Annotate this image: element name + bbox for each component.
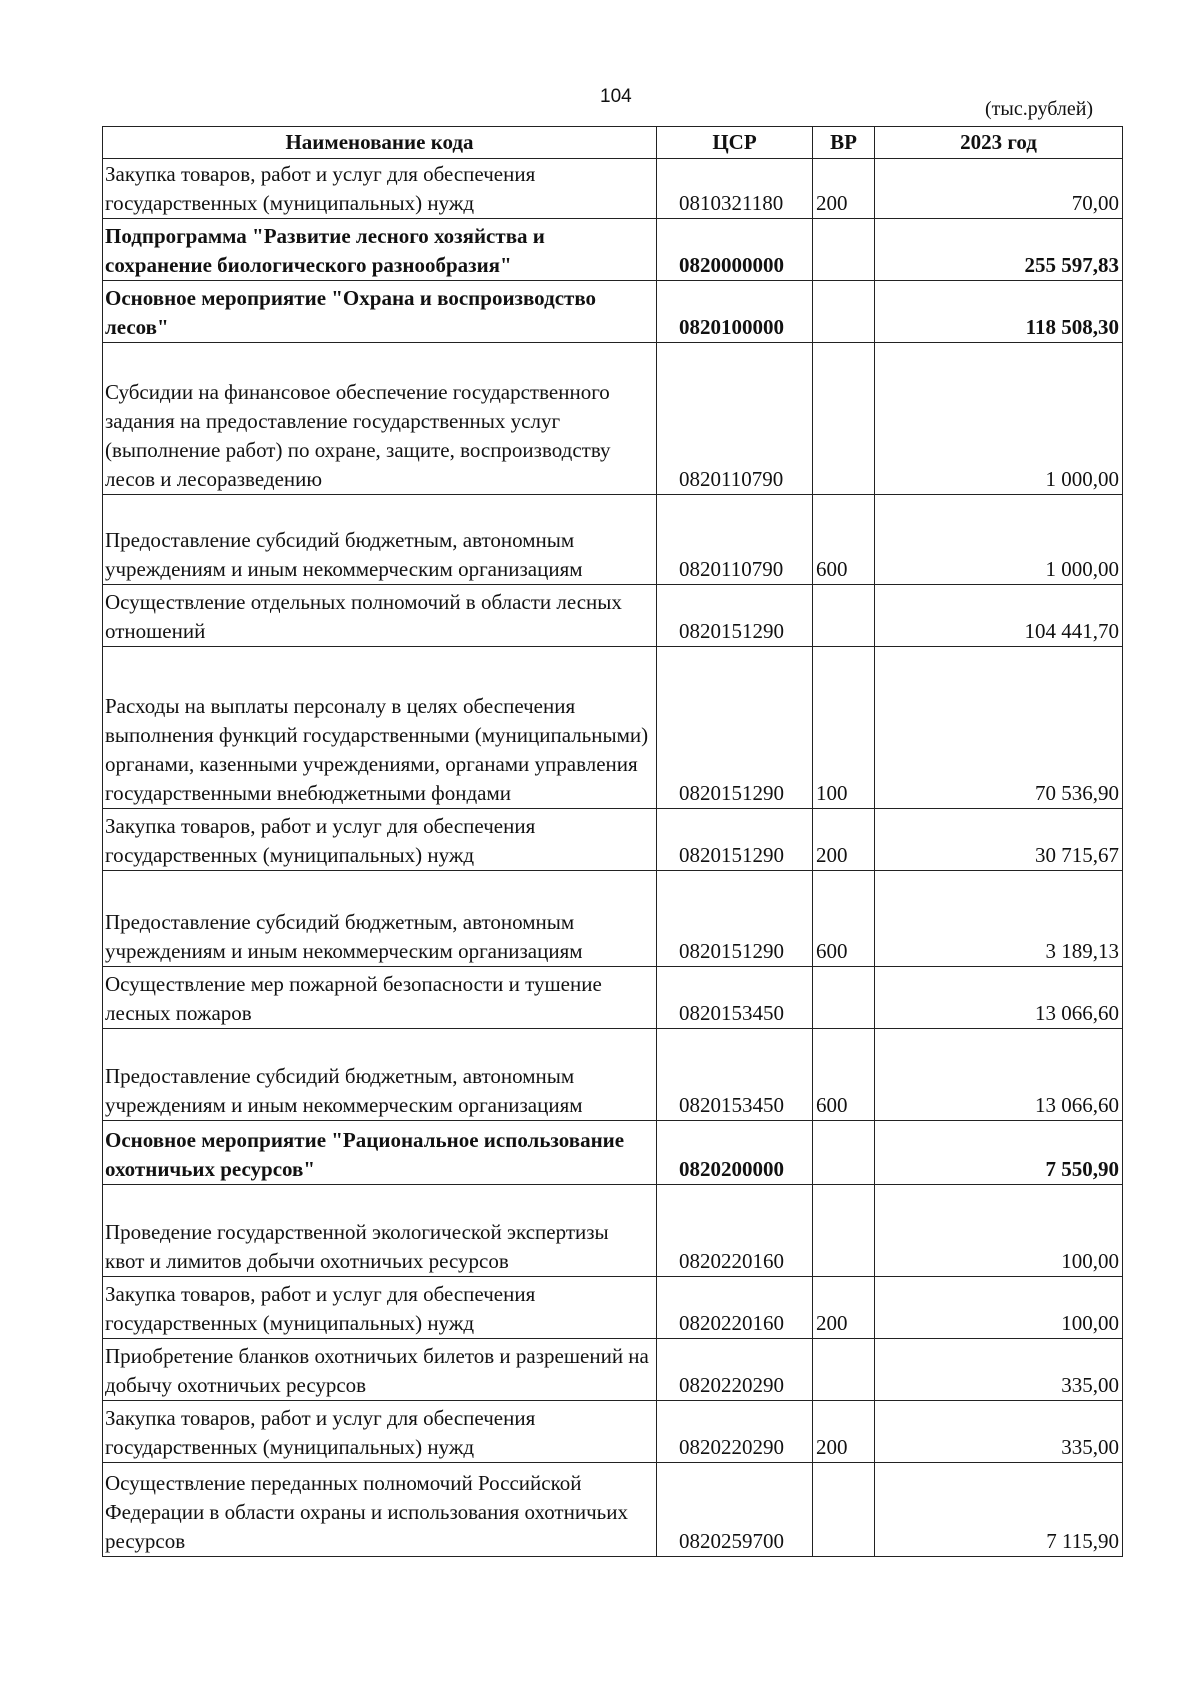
- row-csr: 0820100000: [657, 281, 813, 343]
- row-name: Предоставление субсидий бюджетным, автономным учреждениям и иным некоммерческим организациям: [103, 871, 657, 967]
- row-vr: 200: [813, 809, 875, 871]
- row-vr: [813, 281, 875, 343]
- column-header-year: 2023 год: [875, 127, 1123, 159]
- table-row: [103, 1339, 1123, 1401]
- table-row: [103, 967, 1123, 1029]
- row-name: Проведение государственной экологической экспертизы квот и лимитов добычи охотничьих ресурсов: [103, 1185, 657, 1277]
- page-number: 104: [600, 86, 632, 107]
- row-csr: 0820151290: [657, 647, 813, 809]
- row-name: Подпрограмма "Развитие лесного хозяйства и сохранение биологического разнообразия": [103, 219, 657, 281]
- row-csr: 0820151290: [657, 871, 813, 967]
- row-name: Закупка товаров, работ и услуг для обеспечения государственных (муниципальных) нужд: [103, 1277, 657, 1339]
- row-amount: 13 066,60: [875, 1029, 1123, 1121]
- table-row: [103, 1185, 1123, 1277]
- row-name: Предоставление субсидий бюджетным, автономным учреждениям и иным некоммерческим организациям: [103, 495, 657, 585]
- column-header-vr: ВР: [813, 127, 875, 159]
- table-row: [103, 495, 1123, 585]
- row-vr: 200: [813, 1277, 875, 1339]
- row-amount: 70,00: [875, 159, 1123, 219]
- row-name: Субсидии на финансовое обеспечение государственного задания на предоставление государственных услуг (выполнение работ) по охране, защите, воспроизводству лесов и лесоразведению: [103, 343, 657, 495]
- row-csr: 0820220160: [657, 1185, 813, 1277]
- row-csr: 0820000000: [657, 219, 813, 281]
- table-row: [103, 343, 1123, 495]
- row-csr: 0820220290: [657, 1401, 813, 1463]
- row-amount: 7 115,90: [875, 1463, 1123, 1557]
- row-csr: 0810321180: [657, 159, 813, 219]
- row-vr: 100: [813, 647, 875, 809]
- table-header-row: [103, 127, 1123, 159]
- row-vr: [813, 967, 875, 1029]
- row-name: Основное мероприятие "Охрана и воспроизводство лесов": [103, 281, 657, 343]
- row-name: Расходы на выплаты персоналу в целях обеспечения выполнения функций государственными (муниципальными) органами, казенными учреждениями, органами управления государственными внебюджетными фондами: [103, 647, 657, 809]
- row-vr: [813, 1339, 875, 1401]
- row-csr: 0820151290: [657, 809, 813, 871]
- column-header-name: Наименование кода: [103, 127, 657, 159]
- table-row: [103, 159, 1123, 219]
- row-amount: 104 441,70: [875, 585, 1123, 647]
- row-amount: 335,00: [875, 1339, 1123, 1401]
- row-vr: [813, 343, 875, 495]
- row-name: Основное мероприятие "Рациональное использование охотничьих ресурсов": [103, 1121, 657, 1185]
- row-vr: 600: [813, 495, 875, 585]
- units-label: (тыс.рублей): [985, 98, 1094, 120]
- row-name: Осуществление переданных полномочий Российской Федерации в области охраны и использования охотничьих ресурсов: [103, 1463, 657, 1557]
- row-amount: 255 597,83: [875, 219, 1123, 281]
- table-row: [103, 809, 1123, 871]
- row-vr: [813, 1121, 875, 1185]
- row-name: Закупка товаров, работ и услуг для обеспечения государственных (муниципальных) нужд: [103, 1401, 657, 1463]
- budget-table: [102, 126, 1123, 1557]
- row-amount: 30 715,67: [875, 809, 1123, 871]
- column-header-csr: ЦСР: [657, 127, 813, 159]
- row-vr: [813, 1463, 875, 1557]
- row-amount: 1 000,00: [875, 495, 1123, 585]
- row-csr: 0820220160: [657, 1277, 813, 1339]
- table-row: [103, 1277, 1123, 1339]
- table-row: [103, 585, 1123, 647]
- table-row-subprogram: [103, 219, 1123, 281]
- row-name: Приобретение бланков охотничьих билетов и разрешений на добычу охотничьих ресурсов: [103, 1339, 657, 1401]
- row-vr: 600: [813, 1029, 875, 1121]
- table-row-main-activity: [103, 281, 1123, 343]
- row-amount: 100,00: [875, 1277, 1123, 1339]
- row-amount: 335,00: [875, 1401, 1123, 1463]
- row-vr: 200: [813, 159, 875, 219]
- row-csr: 0820200000: [657, 1121, 813, 1185]
- row-csr: 0820153450: [657, 1029, 813, 1121]
- table-row: [103, 1463, 1123, 1557]
- table-row: [103, 1401, 1123, 1463]
- row-amount: 1 000,00: [875, 343, 1123, 495]
- row-csr: 0820259700: [657, 1463, 813, 1557]
- row-name: Осуществление мер пожарной безопасности и тушение лесных пожаров: [103, 967, 657, 1029]
- row-name: Предоставление субсидий бюджетным, автономным учреждениям и иным некоммерческим организациям: [103, 1029, 657, 1121]
- row-amount: 7 550,90: [875, 1121, 1123, 1185]
- table-row-main-activity: [103, 1121, 1123, 1185]
- row-csr: 0820151290: [657, 585, 813, 647]
- row-amount: 118 508,30: [875, 281, 1123, 343]
- row-csr: 0820153450: [657, 967, 813, 1029]
- row-vr: [813, 585, 875, 647]
- row-amount: 100,00: [875, 1185, 1123, 1277]
- row-name: Осуществление отдельных полномочий в области лесных отношений: [103, 585, 657, 647]
- row-amount: 13 066,60: [875, 967, 1123, 1029]
- row-vr: [813, 1185, 875, 1277]
- row-vr: 600: [813, 871, 875, 967]
- row-vr: [813, 219, 875, 281]
- row-csr: 0820110790: [657, 495, 813, 585]
- table-row: [103, 647, 1123, 809]
- row-vr: 200: [813, 1401, 875, 1463]
- row-name: Закупка товаров, работ и услуг для обеспечения государственных (муниципальных) нужд: [103, 809, 657, 871]
- row-csr: 0820220290: [657, 1339, 813, 1401]
- row-amount: 70 536,90: [875, 647, 1123, 809]
- table-row: [103, 1029, 1123, 1121]
- row-name: Закупка товаров, работ и услуг для обеспечения государственных (муниципальных) нужд: [103, 159, 657, 219]
- row-csr: 0820110790: [657, 343, 813, 495]
- table-row: [103, 871, 1123, 967]
- row-amount: 3 189,13: [875, 871, 1123, 967]
